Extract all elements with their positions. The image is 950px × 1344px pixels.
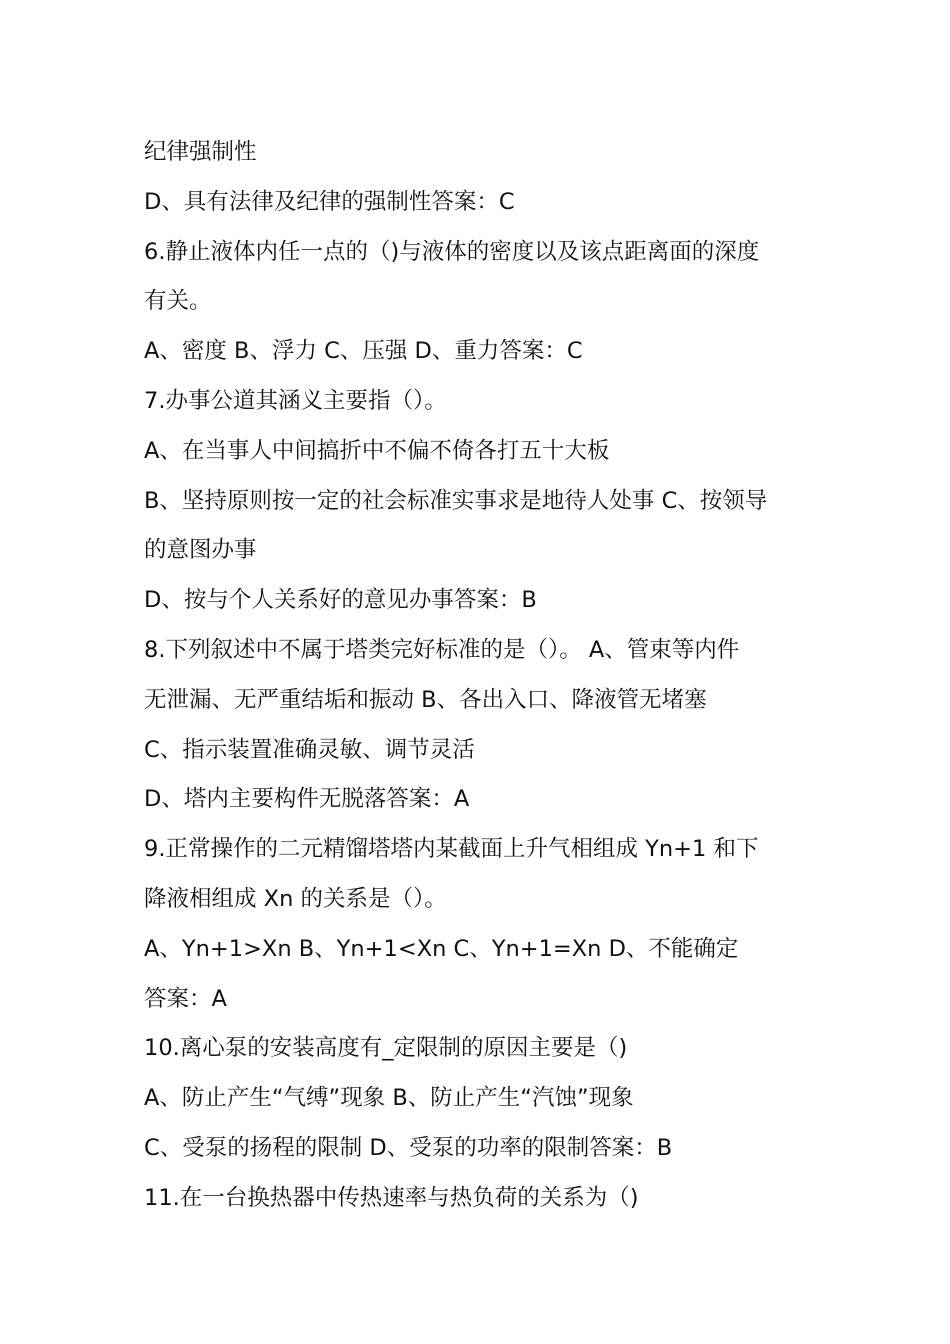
question-8: 8.下列叙述中不属于塔类完好标准的是（）。 A、管束等内件 [144,636,740,663]
text-line: 纪律强制性 [144,139,257,165]
question-11: 11.在一台换热器中传热速率与热负荷的关系为（) [144,1184,639,1211]
question-6-continued: 有关。 [144,288,212,315]
question-10: 10.离心泵的安装高度有_定限制的原因主要是（) [144,1035,628,1062]
question-10-options-a-b: A、防止产生“气缚”现象 B、防止产生“汽蚀”现象 [144,1085,634,1112]
document-body [144,128,824,1224]
question-10-options-c-d-answer: C、受泵的扬程的限制 D、受泵的功率的限制答案：B [144,1134,673,1161]
question-8-option-d-answer: D、塔内主要构件无脱落答案：A [144,786,470,813]
question-9: 9.正常操作的二元精馏塔塔内某截面上升气相组成 Yn+1 和下 [144,836,759,863]
question-7-option-c-continued: 的意图办事 [144,537,257,564]
question-8-option-c: C、指示装置准确灵敏、调节灵活 [144,736,475,763]
question-6: 6.静止液体内任一点的（)与液体的密度以及该点距离面的深度 [144,238,760,265]
question-9-continued: 降液相组成 Xn 的关系是（）。 [144,885,447,912]
question-7-option-a: A、在当事人中间搞折中不偏不倚各打五十大板 [144,437,610,464]
question-9-options: A、Yn+1>Xn B、Yn+1<Xn C、Yn+1=Xn D、不能确定 [144,935,739,962]
question-8-options-a-b: 无泄漏、无严重结垢和振动 B、各出入口、降液管无堵塞 [144,686,707,713]
question-7: 7.办事公道其涵义主要指（）。 [144,387,447,414]
answer-line: D、具有法律及纪律的强制性答案：C [144,188,515,215]
question-6-options: A、密度 B、浮力 C、压强 D、重力答案：C [144,338,583,365]
question-7-option-b-c: B、坚持原则按一定的社会标准实事求是地待人处事 C、按领导 [144,487,768,514]
question-7-option-d-answer: D、按与个人关系好的意见办事答案：B [144,587,537,614]
question-9-answer: 答案：A [144,985,227,1012]
